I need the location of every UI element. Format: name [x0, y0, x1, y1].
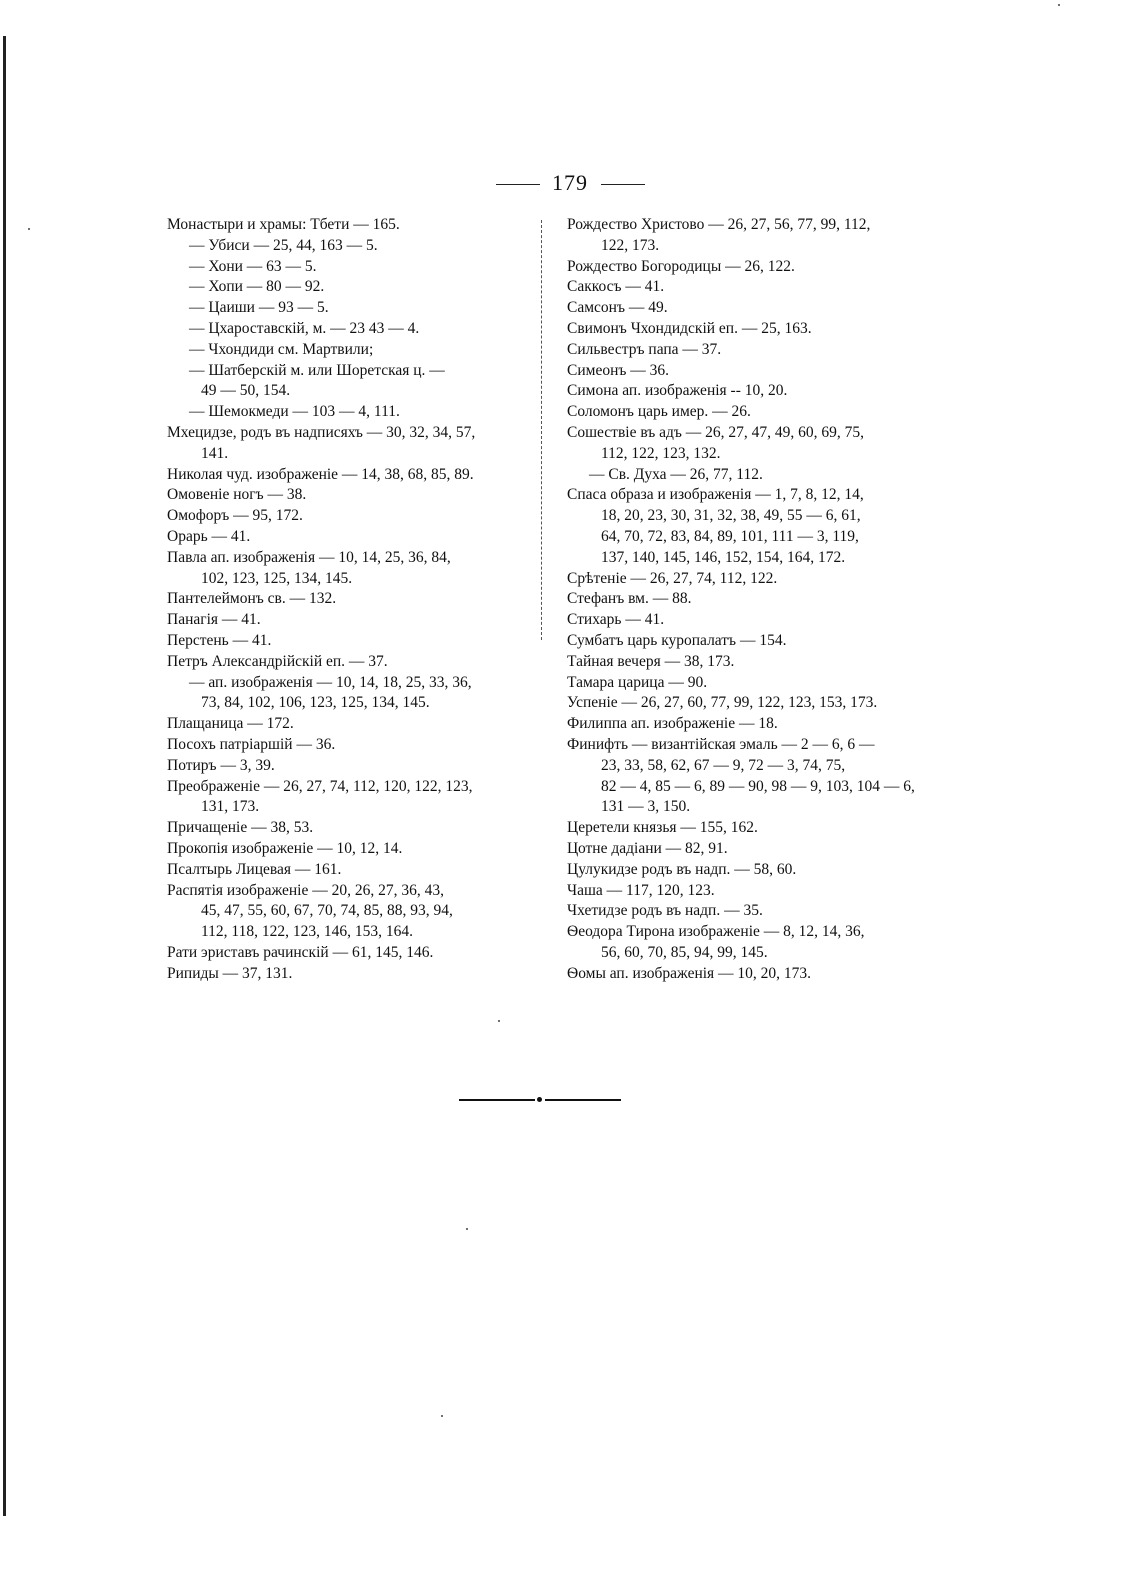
end-ornament — [459, 1097, 621, 1103]
speck — [498, 1020, 500, 1022]
index-entry-line: 73, 84, 102, 106, 123, 125, 134, 145. — [201, 694, 430, 712]
index-entry-line: Псалтырь Лицевая — 161. — [167, 860, 342, 878]
index-entry-line: Стефанъ вм. — 88. — [567, 590, 692, 608]
index-entry-line: Омовеніе ногъ — 38. — [167, 486, 307, 504]
header-dash-left — [496, 184, 540, 185]
index-entry-line: Преображеніе — 26, 27, 74, 112, 120, 122, 123, — [167, 777, 473, 795]
ornament-dot — [537, 1097, 542, 1102]
ornament-bar-left — [459, 1099, 535, 1101]
index-entry-line: — ап. изображенія — 10, 14, 18, 25, 33, 36, — [189, 673, 472, 691]
index-entry-line: Рождество Христово — 26, 27, 56, 77, 99, 112, — [567, 216, 871, 233]
index-entry-line: 131 — 3, 150. — [601, 798, 691, 816]
page-number: 179 — [552, 170, 588, 195]
index-entry-line: Ѳомы ап. изображенія — 10, 20, 173. — [567, 964, 812, 982]
index-entry-line: Самсонъ — 49. — [567, 299, 668, 317]
index-entry-line: Рати эриставъ рачинскій — 61, 145, 146. — [167, 943, 434, 961]
index-entry-line: Симеонъ — 36. — [567, 361, 670, 379]
index-entry-line: Симона ап. изображенія -- 10, 20. — [567, 382, 788, 400]
index-entry-line: 18, 20, 23, 30, 31, 32, 38, 49, 55 — 6, 61, — [601, 507, 861, 525]
index-entry-line: Цулукидзе родъ въ надп. — 58, 60. — [567, 860, 797, 878]
column-divider — [541, 220, 542, 640]
index-entry-line: Чхетидзе родъ въ надп. — 35. — [567, 902, 763, 920]
index-entry-line: — Шатберскій м. или Шоретская ц. — — [189, 361, 445, 379]
index-entry-line: — Цхароставскій, м. — 23 43 — 4. — [189, 319, 420, 337]
index-entry-line: 122, 173. — [601, 236, 660, 254]
index-entry-line: Тамара царица — 90. — [567, 673, 708, 691]
index-entry-line: Финифть — византійская эмаль — 2 — 6, 6 — — [567, 735, 875, 753]
index-entry-line: Перстень — 41. — [167, 631, 272, 649]
index-entry-line: Орарь — 41. — [167, 527, 251, 545]
index-entry-line: Соломонъ царь имер. — 26. — [567, 403, 751, 421]
index-entry-line: Сильвестръ папа — 37. — [567, 340, 722, 358]
index-entry-line: Петръ Александрійскій еп. — 37. — [167, 652, 388, 670]
index-entry-line: Успеніе — 26, 27, 60, 77, 99, 122, 123, 153, 173. — [567, 694, 878, 712]
index-entry-line: Распятія изображеніе — 20, 26, 27, 36, 43, — [167, 881, 444, 899]
index-entry-line: 82 — 4, 85 — 6, 89 — 90, 98 — 9, 103, 104 — 6, — [601, 777, 915, 795]
index-entry-line: Пантелеймонъ св. — 132. — [167, 590, 337, 608]
index-entry-line: Потиръ — 3, 39. — [167, 756, 275, 774]
index-entry-line: Срѣтеніе — 26, 27, 74, 112, 122. — [567, 569, 778, 587]
page-header — [0, 170, 1140, 196]
index-column-right — [567, 215, 937, 984]
index-entry-line: Чаша — 117, 120, 123. — [567, 881, 715, 899]
index-entry-line: 112, 118, 122, 123, 146, 153, 164. — [201, 923, 413, 941]
index-entry-line: Филиппа ап. изображеніе — 18. — [567, 715, 778, 733]
index-entry-line: Стихарь — 41. — [567, 611, 665, 629]
speck — [466, 1228, 468, 1230]
index-entry-line: Причащеніе — 38, 53. — [167, 819, 314, 837]
index-entry-line: Рипиды — 37, 131. — [167, 964, 293, 982]
index-entry-line: Ѳеодора Тирона изображеніе — 8, 12, 14, 36, — [567, 923, 865, 941]
page-edge-rule — [3, 36, 6, 1516]
index-entry-line: — Хони — 63 — 5. — [189, 257, 317, 275]
index-entry-line: 141. — [201, 444, 229, 462]
index-entry-line: Сошествіе въ адъ — 26, 27, 47, 49, 60, 69, 75, — [567, 423, 865, 441]
speck — [28, 228, 30, 230]
index-entry-line: Николая чуд. изображеніе — 14, 38, 68, 85, 89. — [167, 465, 474, 483]
index-entry-line: Саккосъ — 41. — [567, 278, 665, 296]
index-entry-line: 49 — 50, 154. — [201, 382, 291, 400]
index-entry-line: 45, 47, 55, 60, 67, 70, 74, 85, 88, 93, 94, — [201, 902, 453, 920]
index-column-left — [167, 215, 527, 984]
index-entry-line: Павла ап. изображенія — 10, 14, 25, 36, 84, — [167, 548, 451, 566]
index-entry-line: — Убиси — 25, 44, 163 — 5. — [189, 236, 378, 254]
index-entry-line: — Чхондиди см. Мартвили; — [189, 340, 374, 358]
speck — [441, 1415, 443, 1417]
index-entry-line: Тайная вечеря — 38, 173. — [567, 652, 735, 670]
index-entry-line: Прокопія изображеніе — 10, 12, 14. — [167, 839, 403, 857]
index-entry-line: 112, 122, 123, 132. — [601, 444, 721, 462]
index-entry-line: Омофоръ — 95, 172. — [167, 507, 303, 525]
speck — [1058, 4, 1060, 6]
index-entry-line: Посохъ патріаршій — 36. — [167, 735, 336, 753]
index-entry-line: 137, 140, 145, 146, 152, 154, 164, 172. — [601, 548, 846, 566]
header-dash-right — [601, 184, 645, 185]
index-entry-line: 64, 70, 72, 83, 84, 89, 101, 111 — 3, 119, — [601, 527, 859, 545]
index-entry-line: Рождество Богородицы — 26, 122. — [567, 257, 795, 275]
index-entry-line: Панагія — 41. — [167, 611, 261, 629]
index-entry-line: Сумбатъ царь куропалатъ — 154. — [567, 631, 787, 649]
index-entry-line: Мхецидзе, родъ въ надписяхъ — 30, 32, 34, 57, — [167, 423, 476, 441]
index-entry-line: — Св. Духа — 26, 77, 112. — [589, 465, 763, 483]
index-entry-line: — Цаиши — 93 — 5. — [189, 299, 329, 317]
index-entry-line: Плащаница — 172. — [167, 715, 294, 733]
index-entry-line: 102, 123, 125, 134, 145. — [201, 569, 353, 587]
index-entry-line: — Шемокмеди — 103 — 4, 111. — [189, 403, 400, 421]
index-entry-line: Монастыри и храмы: Тбети — 165. — [167, 216, 400, 233]
index-entry-line: Церетели князья — 155, 162. — [567, 819, 758, 837]
ornament-bar-right — [545, 1099, 621, 1101]
index-entry-line: Спаса образа и изображенія — 1, 7, 8, 12, 14, — [567, 486, 864, 504]
index-entry-line: — Хопи — 80 — 92. — [189, 278, 325, 296]
index-entry-line: Свимонъ Чхондидскій еп. — 25, 163. — [567, 319, 812, 337]
index-entry-line: Цотне дадіани — 82, 91. — [567, 839, 728, 857]
index-entry-line: 131, 173. — [201, 798, 260, 816]
index-entry-line: 56, 60, 70, 85, 94, 99, 145. — [601, 943, 768, 961]
index-entry-line: 23, 33, 58, 62, 67 — 9, 72 — 3, 74, 75, — [601, 756, 846, 774]
